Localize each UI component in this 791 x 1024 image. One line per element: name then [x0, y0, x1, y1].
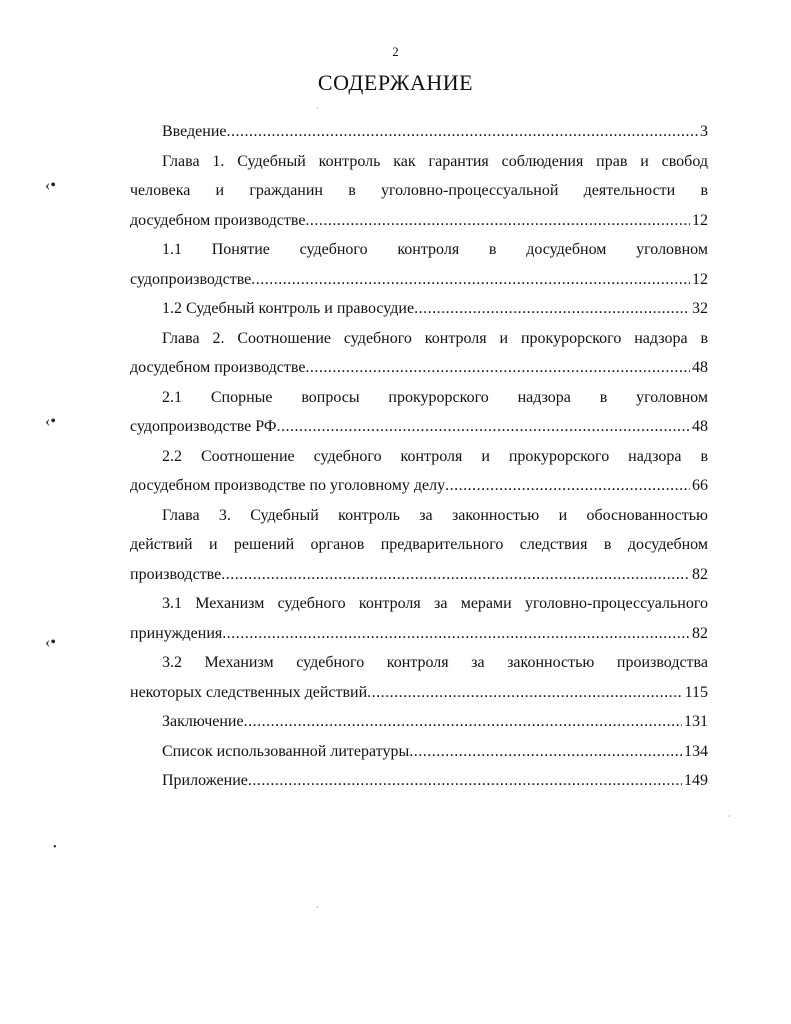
toc-entry: [130, 648, 708, 707]
toc-entry-title: судопроизводстве: [130, 270, 252, 288]
toc-page-number: 131: [684, 713, 708, 730]
dot-leader: [409, 737, 682, 767]
toc-entry: [130, 147, 708, 236]
toc-entry-last-line: [130, 707, 708, 737]
toc-entry-title: 1.2 Судебный контроль и правосудие: [162, 300, 415, 317]
toc-entry-last-line: [130, 265, 708, 295]
toc-entry-title: Приложение: [162, 772, 248, 789]
scan-speck: ·: [316, 903, 319, 912]
toc-entry: [130, 294, 708, 324]
toc-entry-last-line: [130, 412, 708, 442]
toc-entry-line: 2.2 Соотношение судебного контроля и прокурорского надзора в: [162, 447, 708, 465]
toc-page-number: 48: [692, 359, 708, 376]
toc-entry: [130, 766, 708, 796]
dot-leader: [305, 206, 690, 236]
toc-entry: [130, 707, 708, 737]
toc-entry-line: Глава 1. Судебный контроль как гарантия соблюдения прав и свобод: [162, 152, 708, 170]
toc-entry: [130, 324, 708, 383]
toc-entry-line: 1.1 Понятие судебного контроля в досудебном уголовном: [162, 241, 708, 258]
hole-punch-mark: ‹•: [45, 634, 56, 651]
dot-leader: [414, 294, 690, 324]
toc-page-number: 3: [700, 123, 708, 140]
toc-entry: [130, 117, 708, 147]
toc-entry-last-line: [130, 353, 708, 383]
toc-entry-title: досудебном производстве по уголовному делу: [130, 477, 446, 494]
toc-entry: [130, 589, 708, 648]
dot-leader: [244, 707, 682, 737]
toc-entry-title: Заключение: [162, 713, 244, 730]
dot-leader: [251, 265, 690, 295]
toc-entry-title: досудебном производстве: [130, 359, 306, 376]
dot-leader: [222, 619, 690, 649]
toc-page-number: 134: [684, 742, 708, 760]
dot-leader: [227, 117, 699, 147]
table-of-contents: [130, 117, 708, 796]
hole-punch-mark: ‹•: [45, 177, 56, 194]
toc-entry-last-line: [130, 678, 708, 708]
dot-leader: [305, 353, 690, 383]
toc-entry-title: судопроизводстве РФ: [130, 418, 277, 435]
toc-page-number: 12: [692, 211, 708, 229]
toc-entry-line: человека и гражданин в уголовно-процессуальной деятельности в: [130, 182, 708, 199]
toc-entry: [130, 737, 708, 767]
toc-entry-title: досудебном производстве: [130, 211, 306, 229]
scan-speck: ·: [728, 812, 731, 821]
toc-entry-title: производстве: [130, 565, 222, 583]
scan-speck: ·: [316, 104, 319, 113]
toc-page-number: 82: [692, 624, 708, 642]
toc-entry-title: принуждения: [130, 624, 223, 642]
toc-entry: [130, 501, 708, 590]
toc-entry-last-line: [130, 766, 708, 796]
toc-entry-line: 2.1 Спорные вопросы прокурорского надзора в уголовном: [162, 388, 708, 406]
dot-leader: [367, 678, 682, 708]
toc-entry: [130, 442, 708, 501]
toc-entry-last-line: [130, 619, 708, 649]
toc-entry: [130, 383, 708, 442]
toc-entry-line: 3.2 Механизм судебного контроля за законностью производства: [162, 654, 708, 671]
toc-page-number: 66: [692, 477, 708, 494]
dot-leader: [445, 471, 690, 501]
dot-leader: [221, 560, 690, 590]
toc-page-number: 82: [692, 565, 708, 583]
dot-leader: [277, 412, 690, 442]
toc-page-number: 115: [684, 683, 708, 701]
toc-entry-last-line: [130, 560, 708, 590]
toc-entry-line: Глава 2. Соотношение судебного контроля и прокурорского надзора в: [162, 329, 708, 347]
page-number: 2: [392, 44, 399, 59]
toc-entry-last-line: [130, 206, 708, 236]
toc-entry-last-line: [130, 737, 708, 767]
toc-page-number: 12: [692, 270, 708, 288]
toc-entry-line: действий и решений органов предварительного следствия в досудебном: [130, 536, 708, 553]
toc-entry: [130, 235, 708, 294]
toc-entry-last-line: [130, 294, 708, 324]
page-title: СОДЕРЖАНИЕ: [317, 70, 474, 95]
toc-entry-title: Список использованной литературы: [162, 742, 410, 760]
toc-entry-title: Введение: [162, 123, 227, 140]
toc-entry-last-line: [130, 471, 708, 501]
toc-entry-title: некоторых следственных действий: [130, 683, 368, 701]
toc-page-number: 48: [692, 418, 708, 435]
hole-punch-mark: ‹•: [45, 413, 56, 430]
toc-entry-last-line: [130, 117, 708, 147]
toc-entry-line: Глава 3. Судебный контроль за законностью и обоснованностью: [162, 506, 708, 524]
dot-leader: [248, 766, 682, 796]
toc-page-number: 149: [684, 772, 708, 789]
toc-page-number: 32: [692, 300, 708, 317]
hole-punch-mark: •: [53, 842, 57, 853]
toc-entry-line: 3.1 Механизм судебного контроля за мерами уголовно-процессуального: [162, 595, 708, 612]
